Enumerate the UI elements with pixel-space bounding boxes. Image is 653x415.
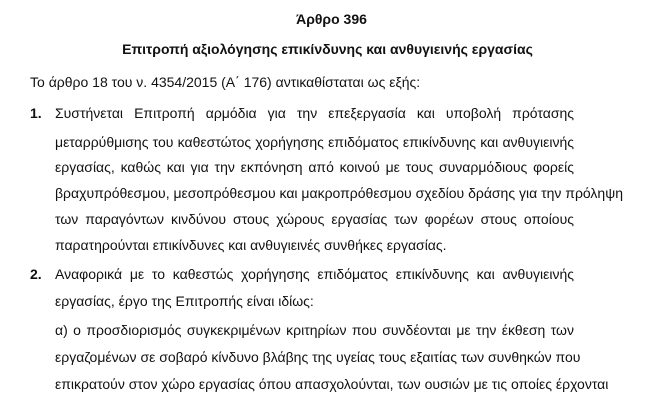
paragraph-2-line-1: Αναφορικά με το καθεστώς χορήγησης επιδόματος επικίνδυνης και ανθυγιεινής — [55, 266, 574, 282]
paragraph-1-line-4: βραχυπρόθεσμου, μεσοπρόθεσμου και μακροπρόθεσμου σχεδίου δράσης για την πρόληψη — [55, 185, 623, 201]
paragraph-1-line-6: παρατηρούνται επικίνδυνες και ανθυγιεινές συνθήκες εργασίας. — [55, 237, 447, 253]
paragraph-1-first-line — [30, 104, 575, 122]
paragraph-1-line-5: των παραγόντων κινδύνου στους χώρους εργασίας των φορέων στους οποίους — [55, 211, 574, 227]
subitem-a-line-2: εργαζομένων σε σοβαρό κίνδυνο βλάβης της υγείας τους εξαιτίας των συνθηκών που — [55, 349, 581, 365]
paragraph-1-line-2: μεταρρύθμισης του καθεστώτος χορήγησης επιδόματος επικίνδυνης και ανθυγιεινής — [55, 134, 574, 150]
paragraph-2-number: 2. — [30, 266, 42, 282]
intro-text: Το άρθρο 18 του ν. 4354/2015 (Α΄ 176) αντικαθίσταται ως εξής: — [30, 74, 421, 90]
subitem-a-line-1: α) ο προσδιορισμός συγκεκριμένων κριτηρίων που συνδέονται με την έκθεση των — [55, 322, 574, 338]
paragraph-1-number: 1. — [30, 105, 42, 121]
article-heading: Άρθρο 396 — [296, 11, 367, 27]
article-subtitle: Επιτροπή αξιολόγησης επικίνδυνης και ανθυγιεινής εργασίας — [122, 41, 533, 57]
paragraph-1-line-1: Συστήνεται Επιτροπή αρμόδια για την επεξεργασία και υποβολή πρότασης — [55, 105, 574, 121]
paragraph-2-first-line — [30, 265, 575, 283]
paragraph-1-line-3: εργασίας, καθώς και για την εκπόνηση από κοινού με τους συναρμόδιους φορείς — [55, 159, 574, 175]
paragraph-2-line-2: εργασίας, έργο της Επιτροπής είναι ιδίως: — [55, 293, 314, 309]
subitem-a-line-3: επικρατούν στον χώρο εργασίας όπου απασχολούνται, των ουσιών με τις οποίες έρχονται — [55, 376, 609, 392]
